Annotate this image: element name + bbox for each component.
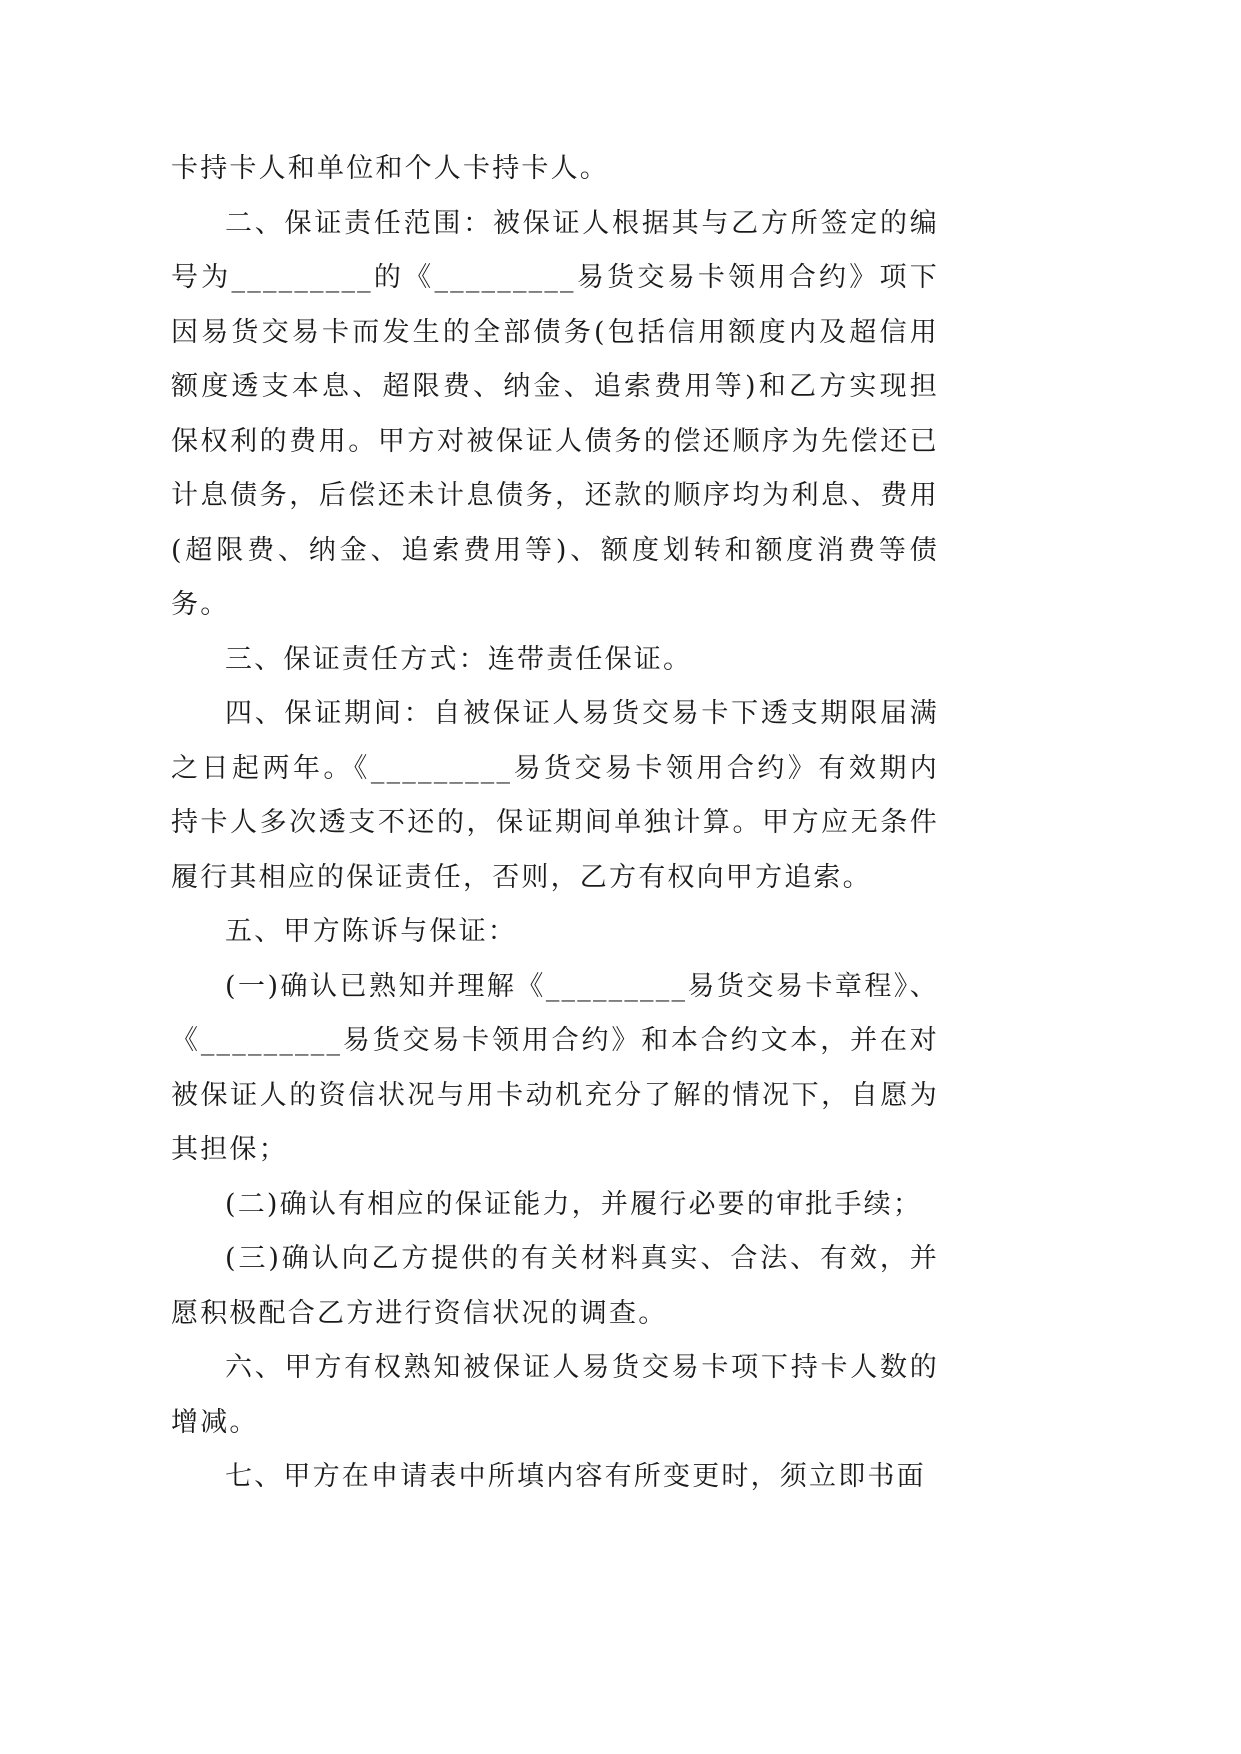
paragraph-clause-4: 四、保证期间：自被保证人易货交易卡下透支期限届满之日起两年。《_________易货交易卡领用合约》有效期内持卡人多次透支不还的，保证期间单独计算。甲方应无条件履行其相应的保证责任，否则，乙方有权向甲方追索。	[171, 698, 939, 893]
paragraph-clause-3: 三、保证责任方式：连带责任保证。	[225, 643, 693, 675]
paragraph-clause-5: 五、甲方陈诉与保证：	[225, 916, 517, 947]
document-page	[171, 142, 939, 1505]
paragraph-clause-5-item-2: (二)确认有相应的保证能力，并履行必要的审批手续；	[225, 1188, 923, 1220]
paragraph-clause-7: 七、甲方在申请表中所填内容有所变更时，须立即书面	[225, 1461, 926, 1492]
paragraph-clause-2: 二、保证责任范围：被保证人根据其与乙方所签定的编号为_________的《_________易货交易卡领用合约》项下因易货交易卡而发生的全部债务(包括信用额度内及超信用额度透支本息、超限费、纳金、追索费用等)和乙方实现担保权利的费用。甲方对被保证人债务的偿还顺序为先偿还已计息债务，后偿还未计息债务，还款的顺序均为利息、费用(超限费、纳金、追索费用等)、额度划转和额度消费等债务。	[171, 207, 939, 620]
paragraph-clause-5-item-1: (一)确认已熟知并理解《_________易货交易卡章程》、《_________易货交易卡领用合约》和本合约文本，并在对被保证人的资信状况与用卡动机充分了解的情况下，自愿为其担保；	[171, 970, 939, 1165]
paragraph-continuation: 卡持卡人和单位和个人卡持卡人。	[171, 153, 609, 184]
paragraph-clause-5-item-3: (三)确认向乙方提供的有关材料真实、合法、有效，并愿积极配合乙方进行资信状况的调查。	[171, 1243, 939, 1329]
paragraph-clause-6: 六、甲方有权熟知被保证人易货交易卡项下持卡人数的增减。	[171, 1352, 939, 1438]
